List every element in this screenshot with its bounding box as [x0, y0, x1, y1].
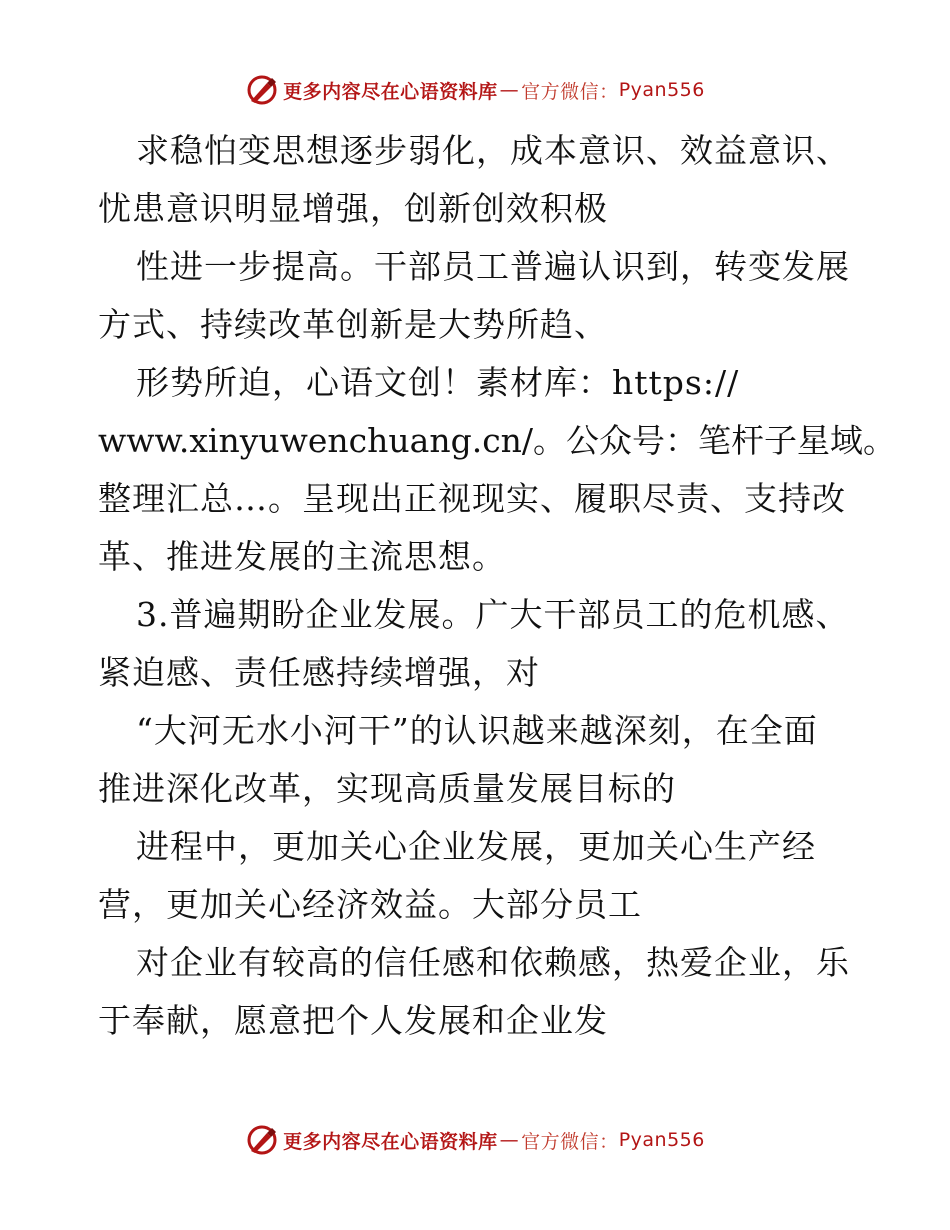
- watermark-text: 更多内容尽在心语资料库: [283, 80, 498, 103]
- watermark-label: 官方微信：: [521, 80, 619, 103]
- watermark-account: Pyan556: [618, 79, 705, 101]
- watermark-text: 更多内容尽在心语资料库: [283, 1130, 498, 1153]
- body-line: 推进深化改革，实现高质量发展目标的: [98, 769, 676, 808]
- body-line: 忧患意识明显增强，创新创效积极: [98, 189, 608, 228]
- watermark-separator: —: [499, 79, 520, 101]
- body-line: 整理汇总…。呈现出正视现实、履职尽责、支持改: [98, 479, 846, 518]
- body-line: 革、推进发展的主流思想。: [98, 537, 506, 576]
- header-watermark: [0, 68, 950, 112]
- document-body: [98, 122, 897, 1050]
- body-line-url: www.xinyuwenchuang.cn/。公众号：笔杆子星域。: [98, 421, 897, 460]
- watermark-account: Pyan556: [618, 1129, 705, 1151]
- pen-logo-icon: [245, 1123, 279, 1157]
- body-line: 营，更加关心经济效益。大部分员工: [98, 885, 642, 924]
- body-line: 求稳怕变思想逐步弱化，成本意识、效益意识、: [136, 131, 850, 170]
- body-line: 于奉献，愿意把个人发展和企业发: [98, 1001, 608, 1040]
- body-line: 形势所迫，心语文创！素材库：https://: [136, 363, 740, 402]
- body-line: 3.普遍期盼企业发展。广大干部员工的危机感、: [136, 595, 850, 634]
- body-line: 对企业有较高的信任感和依赖感，热爱企业，乐: [136, 943, 850, 982]
- watermark-separator: —: [499, 1129, 520, 1151]
- body-line: 进程中，更加关心企业发展，更加关心生产经: [136, 827, 816, 866]
- body-line: 方式、持续改革创新是大势所趋、: [98, 305, 608, 344]
- body-line: “大河无水小河干”的认识越来越深刻，在全面: [136, 711, 818, 750]
- body-line: 性进一步提高。干部员工普遍认识到，转变发展: [136, 247, 850, 286]
- footer-watermark: [0, 1118, 950, 1162]
- body-line: 紧迫感、责任感持续增强，对: [98, 653, 540, 692]
- pen-logo-icon: [245, 73, 279, 107]
- watermark-label: 官方微信：: [521, 1130, 619, 1153]
